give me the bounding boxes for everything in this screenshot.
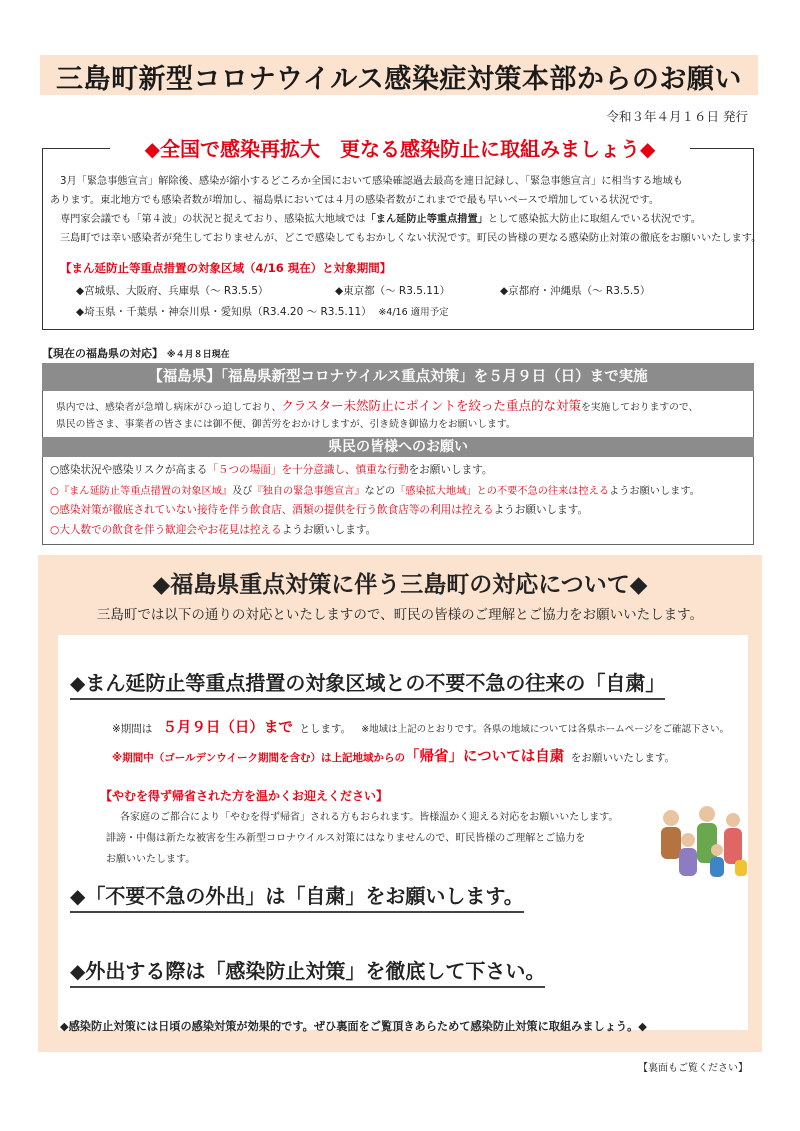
- mother-body: [724, 828, 742, 864]
- heading-stay-home: ◆「不要不急の外出」は「自粛」をお願いします。: [70, 880, 524, 913]
- homecoming-note: ※期間中（ゴールデンウイーク期間を含む）は上記地域からの「帰省」については自粛 をお願いいたします。: [112, 749, 676, 765]
- family-illustration: [655, 800, 750, 885]
- mishima-title: ◆福島県重点対策に伴う三島町の対応について◆: [152, 572, 648, 598]
- issue-date: 令和３年４月１６日 発行: [606, 109, 748, 124]
- intro-line-3: 専門家会議でも「第４波」の状況と捉えており、感染拡大地域では「まん延防止等重点措置」として感染拡大防止に取組んでいる状況です。: [60, 214, 701, 225]
- welcome-line-2: 誹謗・中傷は新たな被害を生み新型コロナウイルス対策にはなりませんので、町民皆様のご理解とご協力を: [106, 833, 586, 844]
- residents-band: 県民の皆様へのお願い: [42, 437, 754, 457]
- nationwide-heading: ◆全国で感染再拡大 更なる感染防止に取組みましょう◆: [110, 133, 690, 162]
- grandma-head: [681, 833, 695, 847]
- request-restaurants: ○感染対策が徹底されていない接待を伴う飲食店、酒類の提供を行う飲食店等の利用は控えるようお願いします。: [50, 504, 589, 516]
- page-title: 三島町新型コロナウイルス感染症対策本部からのお願い: [56, 64, 742, 95]
- fukushima-body-2: 県民の皆さま、事業者の皆さまには御不便、御苦労をおかけしますが、引き続き御協力をお願いします。: [56, 419, 516, 430]
- intro-line-1: 3月「緊急事態宣言」解除後、感染が縮小するどころか全国において感染確認過去最高を連日記録し、「緊急事態宣言」に相当する地域も: [60, 176, 683, 187]
- closing-note: ◆感染防止対策には日頃の感染対策が効果的です。ぜひ裏面をご覧頂きあらためて感染防止対策に取組みましょう。◆: [60, 1020, 647, 1033]
- intro-line-2: あります。東北地方でも感染者数が増加し、福島県においては４月の感染者数がこれまでで最も早いペースで増加している状況です。: [50, 195, 660, 206]
- fukushima-band: 【福島県】「福島県新型コロナウイルス重点対策」を５月９日（日）まで実施: [42, 363, 754, 391]
- area-kyoto-okinawa: ◆京都府・沖縄県（～ R3.5.5）: [500, 285, 651, 297]
- heading-prevention: ◆外出する際は「感染防止対策」を徹底して下さい。: [70, 955, 545, 988]
- welcome-line-3: お願いいたします。: [106, 854, 196, 865]
- area-miyagi-osaka-hyogo: ◆宮城県、大阪府、兵庫県（～ R3.5.5）: [76, 285, 269, 297]
- grandma-body: [679, 848, 697, 876]
- grandpa-head: [663, 810, 679, 826]
- fukushima-body-1: 県内では、感染者が急増し病床がひっ迫しており、クラスター未然防止にポイントを絞った重点的な対策を実施しておりますので、: [56, 398, 699, 413]
- period-note: ※期間は ５月９日（日）まで とします。 ※地域は上記のとおりです。各県の地域については各県ホームページをご確認下さい。: [112, 720, 730, 736]
- child-head: [711, 844, 723, 856]
- welcome-heading: 【やむを得ず帰省された方を温かくお迎えください】: [100, 789, 389, 803]
- request-parties: ○大人数での飲食を伴う歓迎会やお花見は控えるようお願いします。: [50, 524, 377, 536]
- welcome-line-1: 各家庭のご都合により「やむを得ず帰省」される方もおられます。皆様温かく迎える対応をお願いいたします。: [120, 812, 619, 823]
- intro-line-4: 三島町では幸い感染者が発生しておりませんが、どこで感染してもおかしくない状況です。町民の皆様の更なる感染防止対策の徹底をお願いいたします。: [60, 233, 762, 244]
- father-body: [697, 823, 717, 863]
- request-five-scenes: ○感染状況や感染リスクが高まる「５つの場面」を十分意識し、慎重な行動をお願いします。: [50, 464, 493, 476]
- area-saitama-chiba-kanagawa-aichi: ◆埼玉県・千葉県・神奈川県・愛知県（R3.4.20 ～ R3.5.11） ※4/16 適用予定: [76, 306, 449, 318]
- grandpa-body: [661, 827, 681, 859]
- mishima-subtitle: 三島町では以下の通りの対応といたしますので、町民の皆様のご理解とご協力をお願いいたします。: [96, 607, 704, 623]
- mother-head: [726, 813, 740, 827]
- request-travel: ○『まん延防止等重点措置の対象区域』及び『独自の緊急事態宣言』などの「感染拡大地域」との不要不急の往来は控えるようお願いします。: [50, 486, 700, 497]
- child-body: [710, 857, 724, 877]
- areas-heading: 【まん延防止等重点措置の対象区域（4/16 現在）と対象期間】: [60, 261, 392, 275]
- see-back-note: 【裏面もご覧ください】: [638, 1063, 748, 1074]
- small-child-body: [735, 860, 747, 876]
- area-tokyo: ◆東京都（～ R3.5.11）: [335, 285, 451, 297]
- heading-travel-restraint: ◆まん延防止等重点措置の対象区域との不要不急の往来の「自粛」: [70, 667, 665, 700]
- fukushima-section-label: 【現在の福島県の対応】 ※４月８日現在: [42, 347, 230, 360]
- father-head: [699, 806, 715, 822]
